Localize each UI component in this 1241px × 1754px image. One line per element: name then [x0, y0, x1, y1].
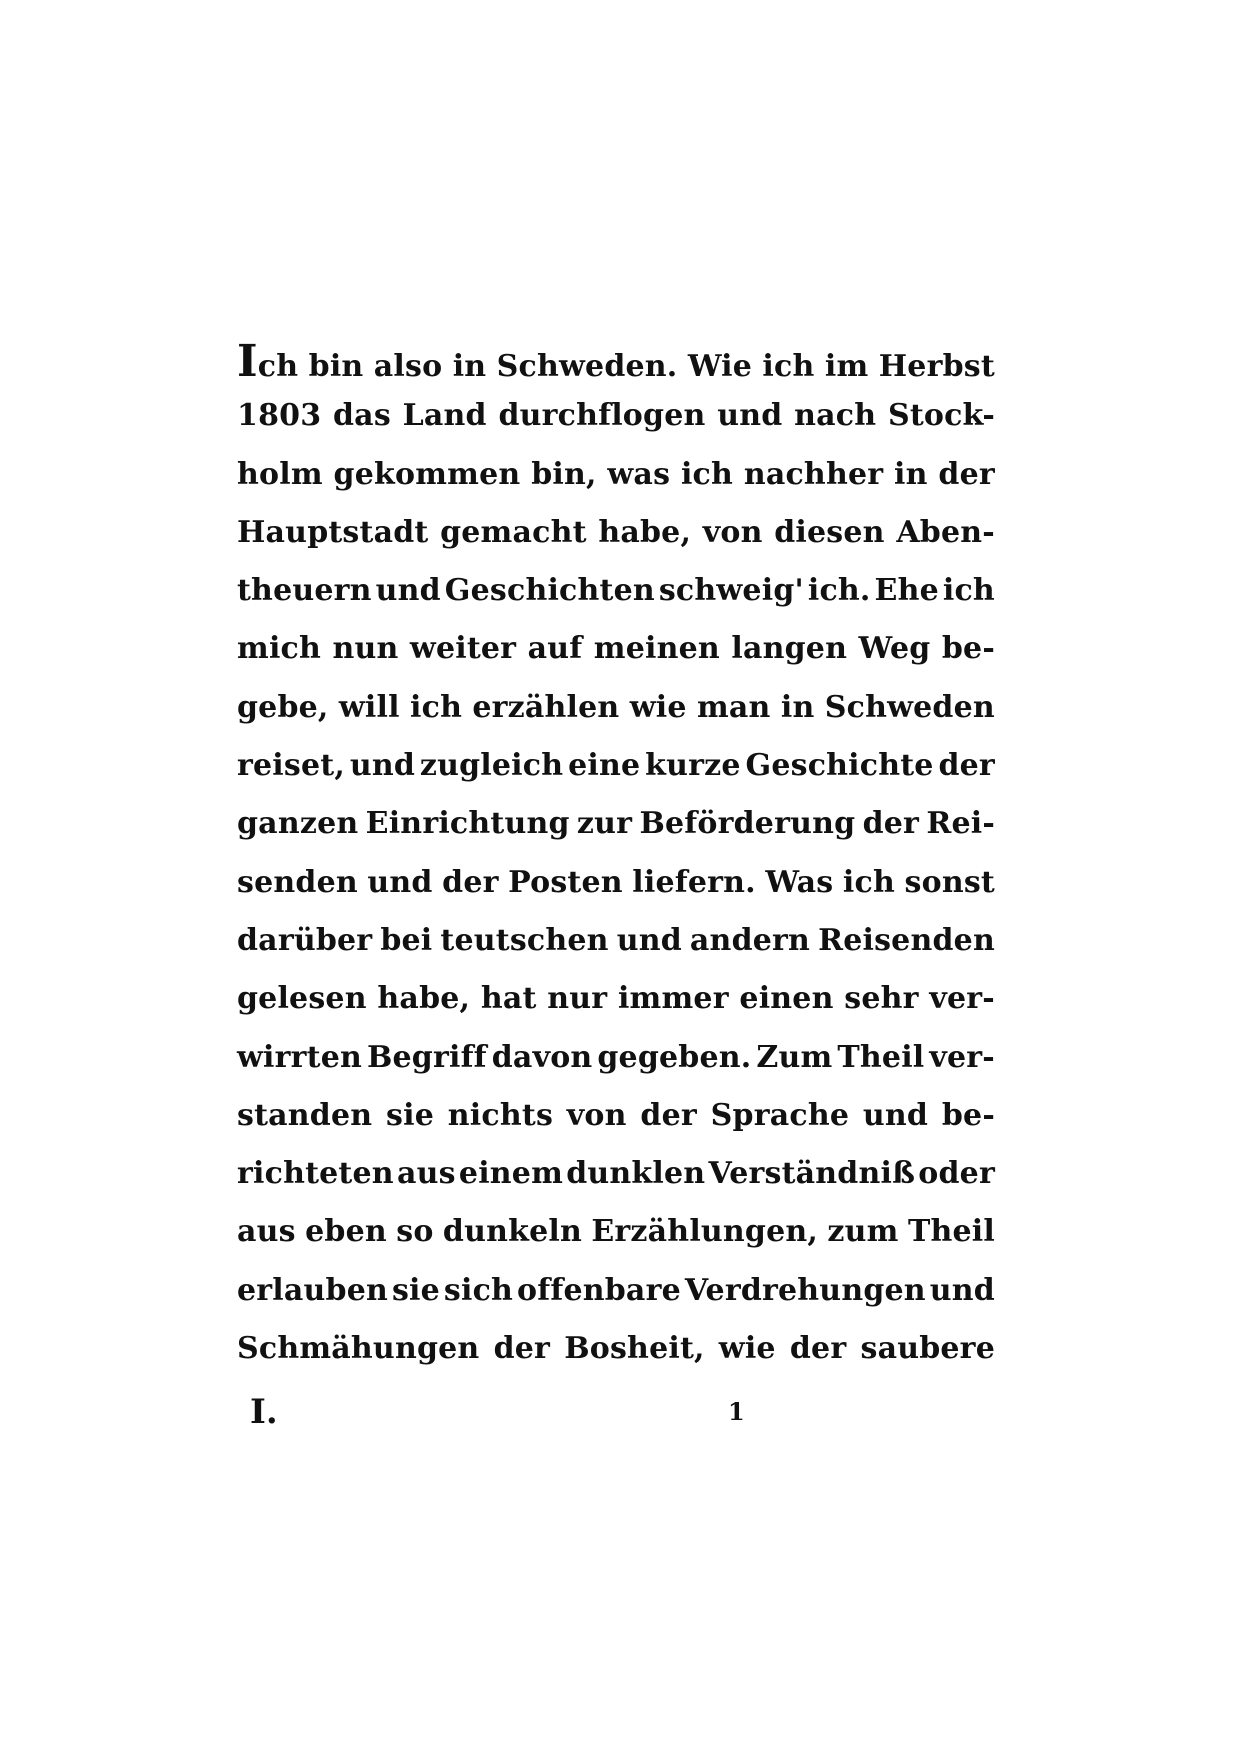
- text-word: ver-: [929, 1039, 995, 1075]
- text-word: und: [717, 398, 783, 434]
- text-word: nach: [794, 398, 877, 434]
- text-word: erlauben: [237, 1272, 389, 1308]
- text-word: sich: [443, 1272, 514, 1308]
- text-word: wie: [718, 1331, 776, 1367]
- text-word: ver-: [929, 981, 995, 1017]
- text-word: Erzählungen,: [591, 1214, 819, 1250]
- text-word: von: [566, 1097, 627, 1133]
- text-word: man: [696, 689, 771, 725]
- text-word: aus: [237, 1214, 296, 1250]
- text-word: Ehe: [874, 573, 939, 609]
- text-line: [237, 457, 995, 515]
- text-word: der: [789, 1331, 847, 1367]
- text-word: hat: [480, 981, 537, 1017]
- text-word: theuern: [237, 573, 372, 609]
- text-word: nichts: [447, 1097, 554, 1133]
- text-word: andern: [689, 922, 811, 958]
- text-word: standen: [237, 1097, 373, 1133]
- text-word: holm: [237, 456, 323, 492]
- text-word: und: [367, 864, 433, 900]
- text-word: sehr: [844, 981, 919, 1017]
- text-word: in: [452, 349, 487, 384]
- text-word: der: [938, 748, 995, 784]
- text-word: ich.: [807, 573, 871, 609]
- text-word: schweig': [658, 573, 804, 609]
- text-word: der: [938, 456, 995, 492]
- text-line: [237, 690, 995, 748]
- text-word: Ich: [237, 336, 299, 387]
- text-word: dunkeln: [442, 1214, 582, 1250]
- text-word: habe,: [377, 981, 471, 1017]
- text-word: gekommen: [333, 456, 521, 492]
- text-word: will: [338, 689, 400, 725]
- text-word: zugleich: [419, 748, 564, 784]
- text-word: dunklen: [566, 1156, 706, 1192]
- text-word: bin: [308, 349, 364, 384]
- text-word: weiter: [409, 631, 517, 667]
- text-word: in: [780, 689, 815, 725]
- text-word: und: [929, 1272, 995, 1308]
- text-word: nachher: [743, 456, 884, 492]
- text-word: sie: [391, 1272, 440, 1308]
- text-word: der: [442, 864, 499, 900]
- text-word: 1803: [237, 398, 322, 434]
- text-word: Schweden: [824, 689, 995, 725]
- text-word: Land: [402, 398, 487, 434]
- text-word: offenbare: [517, 1272, 681, 1308]
- text-word: Schweden.: [496, 349, 678, 384]
- text-word: und: [375, 573, 441, 609]
- text-word: aus: [396, 1156, 456, 1192]
- text-word: eben: [305, 1214, 387, 1250]
- text-word: Hauptstadt: [237, 514, 429, 550]
- text-line: [237, 336, 995, 398]
- sheet-number: 1: [728, 1397, 745, 1426]
- text-word: in: [894, 456, 928, 492]
- text-word: sonst: [904, 864, 995, 900]
- text-line: [237, 1331, 995, 1389]
- text-word: ich: [762, 349, 815, 384]
- text-word: be-: [941, 1097, 995, 1133]
- text-word: und: [616, 922, 682, 958]
- text-word: Schmähungen: [237, 1331, 480, 1367]
- text-word: erzählen: [472, 689, 620, 725]
- text-word: einen: [739, 981, 834, 1017]
- text-word: von: [702, 514, 763, 550]
- text-word: meinen: [593, 631, 720, 667]
- text-word: gegeben.: [597, 1039, 752, 1075]
- text-word: Theil: [907, 1214, 995, 1250]
- text-word: davon: [491, 1039, 593, 1075]
- text-word: durchflogen: [498, 398, 706, 434]
- text-line: [237, 1214, 995, 1272]
- text-word: nun: [332, 631, 399, 667]
- text-word: eine: [568, 748, 641, 784]
- text-word: Sprache: [710, 1097, 850, 1133]
- text-word: gemacht: [440, 514, 587, 550]
- text-word: bei: [380, 922, 433, 958]
- text-word: Theil: [837, 1039, 925, 1075]
- text-word: gebe,: [237, 689, 329, 725]
- text-word: langen: [731, 631, 848, 667]
- text-line: [237, 515, 995, 573]
- text-word: das: [333, 398, 391, 434]
- text-word: Einrichtung: [365, 806, 570, 842]
- text-word: Stock-: [887, 398, 995, 434]
- text-word: darüber: [237, 922, 373, 958]
- text-word: und: [862, 1097, 929, 1133]
- text-line: [237, 1040, 995, 1098]
- text-line: [237, 631, 995, 689]
- text-word: Geschichten: [444, 573, 655, 609]
- text-word: wirrten: [237, 1039, 362, 1075]
- text-line: [237, 923, 995, 981]
- text-word: Herbst: [878, 349, 995, 384]
- text-word: Posten: [508, 864, 623, 900]
- text-word: Zum: [756, 1039, 833, 1075]
- text-word: kurze: [645, 748, 741, 784]
- text-word: Wie: [687, 349, 753, 384]
- text-word: liefern.: [632, 864, 756, 900]
- text-word: diesen: [774, 514, 885, 550]
- text-line: [237, 748, 995, 806]
- text-line: [237, 1098, 995, 1156]
- text-word: Begriff: [366, 1039, 487, 1075]
- text-word: oder: [918, 1156, 995, 1192]
- text-word: sie: [386, 1097, 435, 1133]
- text-word: mich: [237, 631, 322, 667]
- text-word: im: [824, 349, 869, 384]
- text-word: senden: [237, 864, 358, 900]
- text-word: ich: [410, 689, 463, 725]
- text-word: ganzen: [237, 806, 359, 842]
- text-word: der: [493, 1331, 551, 1367]
- text-word: ich: [942, 573, 995, 609]
- text-word: Geschichte: [745, 748, 934, 784]
- text-word: einem: [458, 1156, 564, 1192]
- text-word: Weg: [858, 631, 931, 667]
- text-word: ich: [680, 456, 734, 492]
- text-line: [237, 1156, 995, 1214]
- text-word: habe,: [598, 514, 692, 550]
- text-word: richteten: [237, 1156, 394, 1192]
- text-word: der: [862, 806, 920, 842]
- text-word: be-: [941, 631, 995, 667]
- signature-mark: I.: [250, 1392, 278, 1432]
- text-word: nur: [547, 981, 608, 1017]
- text-word: wie: [629, 689, 687, 725]
- body-text: [237, 336, 995, 1389]
- text-word: bin,: [531, 456, 597, 492]
- text-word: und: [349, 748, 416, 784]
- text-word: zur: [576, 806, 633, 842]
- text-word: also: [373, 349, 443, 384]
- text-word: teutschen: [440, 922, 609, 958]
- text-word: zum: [827, 1214, 899, 1250]
- initial-letter: I: [237, 336, 258, 387]
- text-word: auf: [527, 631, 583, 667]
- text-word: saubere: [860, 1331, 995, 1367]
- text-word: ich: [842, 864, 895, 900]
- text-line: [237, 806, 995, 864]
- text-word: Reisenden: [818, 922, 995, 958]
- text-word: der: [640, 1097, 697, 1133]
- text-word: Aben-: [896, 514, 995, 550]
- text-word: so: [396, 1214, 434, 1250]
- text-word: reiset,: [237, 748, 345, 784]
- text-word: immer: [617, 981, 729, 1017]
- text-word: Bosheit,: [564, 1331, 705, 1367]
- text-word: Verdrehungen: [684, 1272, 926, 1308]
- text-word: Verständniß: [708, 1156, 916, 1192]
- text-line: [237, 865, 995, 923]
- text-word: gelesen: [237, 981, 367, 1017]
- text-line: [237, 981, 995, 1039]
- text-word: Was: [765, 864, 834, 900]
- text-line: [237, 573, 995, 631]
- text-word: Rei-: [926, 806, 995, 842]
- text-word: was: [607, 456, 671, 492]
- text-word: Beförderung: [639, 806, 856, 842]
- text-line: [237, 398, 995, 456]
- text-line: [237, 1273, 995, 1331]
